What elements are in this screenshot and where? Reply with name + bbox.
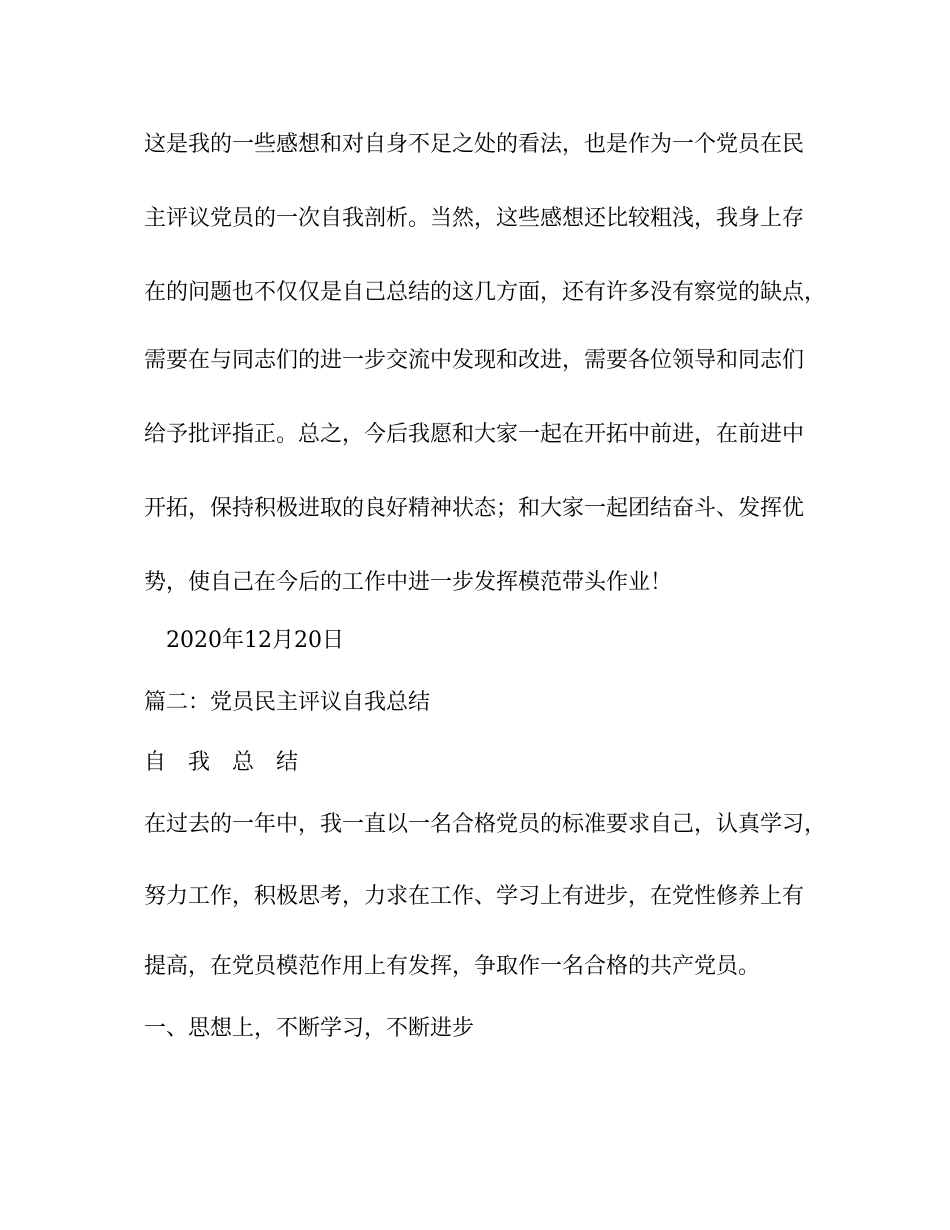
paragraph1-line-1: 这是我的一些感想和对自身不足之处的看法，也是作为一个党员在民 — [144, 132, 805, 157]
paragraph1-line-6: 开拓，保持积极进取的良好精神状态；和大家一起团结奋斗、发挥优 — [144, 496, 805, 521]
paragraph1-line-2: 主评议党员的一次自我剖析。当然，这些感想还比较粗浅，我身上存 — [144, 206, 805, 231]
paragraph2-line-1: 在过去的一年中，我一直以一名合格党员的标准要求自己，认真学习， — [144, 812, 827, 837]
subheading-1: 一、思想上，不断学习，不断进步 — [144, 1016, 475, 1041]
date-line: 2020年12月20日 — [166, 628, 344, 653]
paragraph2-line-2: 努力工作，积极思考，力求在工作、学习上有进步，在党性修养上有 — [144, 884, 805, 909]
section-title: 篇二：党员民主评议自我总结 — [144, 690, 431, 715]
paragraph1-line-4: 需要在与同志们的进一步交流中发现和改进，需要各位领导和同志们 — [144, 348, 805, 373]
paragraph2-line-3: 提高，在党员模范作用上有发挥，争取作一名合格的共产党员。 — [144, 954, 761, 979]
paragraph1-line-3: 在的问题也不仅仅是自己总结的这几方面，还有许多没有察觉的缺点， — [144, 280, 827, 305]
paragraph1-line-7: 势，使自己在今后的工作中进一步发挥模范带头作业！ — [144, 570, 673, 595]
paragraph1-line-5: 给予批评指正。总之，今后我愿和大家一起在开拓中前进，在前进中 — [144, 422, 805, 447]
heading-self-summary: 自 我 总 结 — [144, 750, 299, 775]
